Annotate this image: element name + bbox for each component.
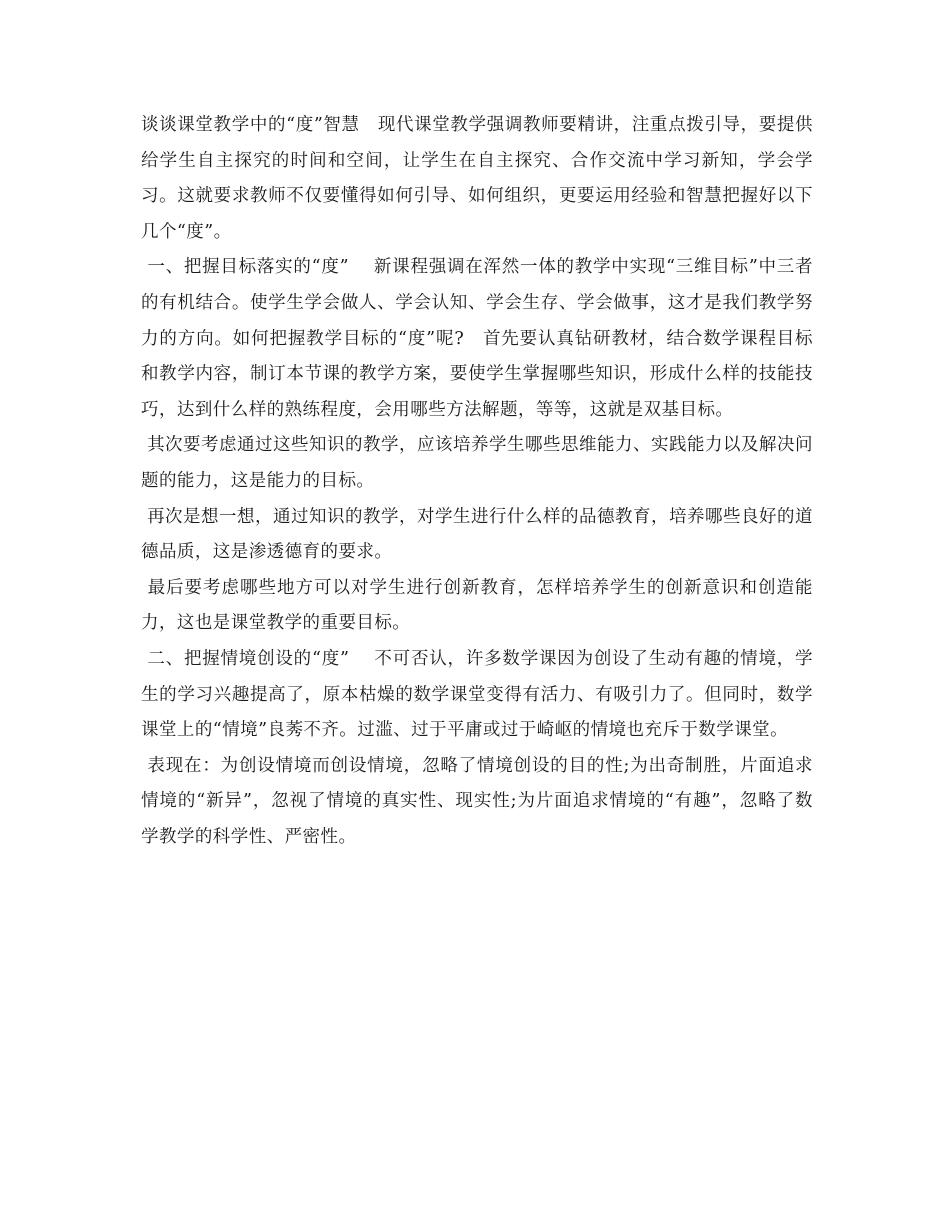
paragraph-manifestation: 表现在：为创设情境而创设情境，忽略了情境创设的目的性;为出奇制胜，片面追求情境的“新异”，忽视了情境的真实性、现实性;为片面追求情境的“有趣”，忽略了数学教学的科学性、严密性。 bbox=[141, 755, 814, 847]
paragraph-section-two: 二、把握情境创设的“度” 不可否认，许多数学课因为创设了生动有趣的情境，学生的学习兴趣提高了，原本枯燥的数学课堂变得有活力、有吸引力了。但同时，数学课堂上的“情境”良莠不齐。过滥、过于平庸或过于崎岖的情境也充斥于数学课堂。 bbox=[141, 648, 813, 741]
paragraph-intro: 谈谈课堂教学中的“度”智慧 现代课堂教学强调教师要精讲，注重点拨引导，要提供给学生自主探究的时间和空间，让学生在自主探究、合作交流中学习新知，学会学习。这就要求教师不仅要懂得如何引导、如何组织，更要运用经验和智慧把握好以下几个“度”。 bbox=[141, 115, 813, 242]
paragraph-ability-goal: 其次要考虑通过这些知识的教学，应该培养学生哪些思维能力、实践能力以及解决问题的能力，这是能力的目标。 bbox=[141, 435, 813, 491]
paragraph-section-one: 一、把握目标落实的“度” 新课程强调在浑然一体的教学中实现“三维目标”中三者的有机结合。使学生学会做人、学会认知、学会生存、学会做事，这才是我们教学努力的方向。如何把握教学目标的“度”呢? 首先要认真钻研教材，结合数学课程目标和教学内容，制订本节课的教学方案，要使学生掌握哪些知识，形成什么样的技能技巧，达到什么样的熟练程度，会用哪些方法解题，等等，这就是双基目标。 bbox=[141, 257, 813, 420]
document-body bbox=[141, 108, 813, 855]
paragraph-moral-goal: 再次是想一想，通过知识的教学，对学生进行什么样的品德教育，培养哪些良好的道德品质，这是渗透德育的要求。 bbox=[141, 506, 813, 563]
paragraph-innovation-goal: 最后要考虑哪些地方可以对学生进行创新教育，怎样培养学生的创新意识和创造能力，这也是课堂教学的重要目标。 bbox=[141, 577, 813, 634]
